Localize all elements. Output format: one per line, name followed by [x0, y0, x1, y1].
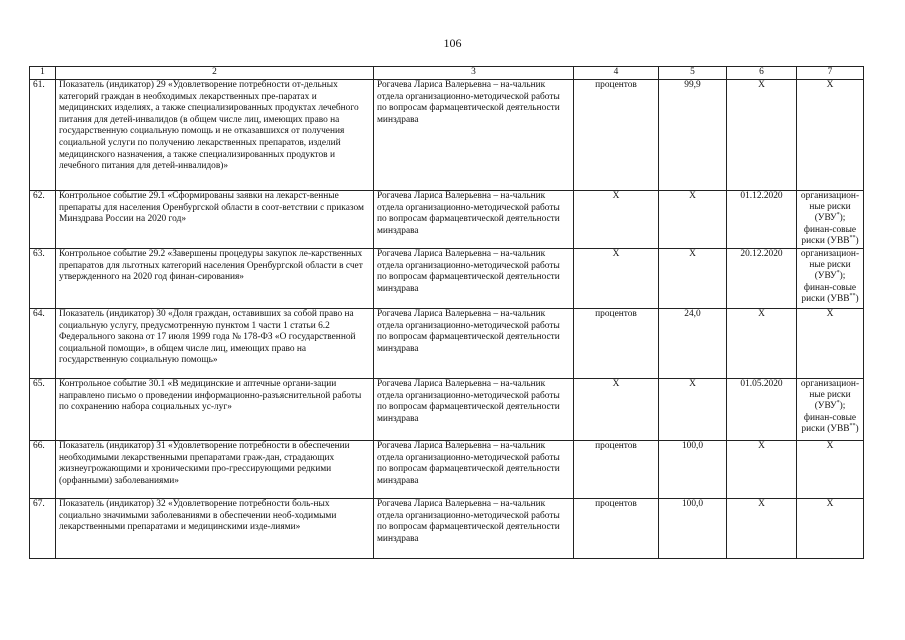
- responsible-person: Рогачева Лариса Валерьевна – на-чальник отдела организационно-методической работы по вопросам фармацевтической деятельности минздрава: [374, 499, 574, 559]
- column-header: 5: [659, 67, 727, 80]
- column-header: 2: [56, 67, 374, 80]
- target-value: 24,0: [659, 309, 727, 379]
- indicator-name: Контрольное событие 29.2 «Завершены процедуры закупок ле-карственных препаратов для льготных категорий населения Оренбургской области в счет утвержденного на 2020 год финан-сирования»: [56, 249, 374, 309]
- column-header: 3: [374, 67, 574, 80]
- risk-text: ): [855, 235, 859, 246]
- table-row: [30, 309, 864, 379]
- unit-of-measure: процентов: [574, 80, 659, 191]
- row-number: 62.: [30, 191, 56, 249]
- indicator-name: Показатель (индикатор) 31 «Удовлетворение потребности в обеспечении необходимыми лекарственными препаратами граж-дан, страдающих жизнеугрожающими и хроническими про-грессирующими редкими (орфанными) заболеваниями»: [56, 441, 374, 499]
- risk-cell: [797, 80, 864, 191]
- risk-text: организацион-ные риски (УВУ: [800, 249, 860, 282]
- risk-text: организацион-ные риски (УВУ: [800, 379, 860, 412]
- risk-cell: [797, 441, 864, 499]
- risk-cell: [797, 309, 864, 379]
- header-row: [30, 67, 864, 80]
- responsible-person: Рогачева Лариса Валерьевна – на-чальник отдела организационно-методической работы по вопросам фармацевтической деятельности минздрава: [374, 309, 574, 379]
- risk-text: ): [855, 423, 859, 434]
- row-number: 66.: [30, 441, 56, 499]
- deadline-date: 20.12.2020: [727, 249, 797, 309]
- responsible-person: Рогачева Лариса Валерьевна – на-чальник отдела организационно-методической работы по вопросам фармацевтической деятельности минздрава: [374, 191, 574, 249]
- risk-text: X: [826, 499, 834, 509]
- risk-text: X: [826, 80, 834, 90]
- deadline-date: X: [727, 499, 797, 559]
- risk-text: ); финан-совые риски (УВВ: [801, 401, 857, 434]
- risk-text: X: [826, 309, 834, 319]
- target-value: X: [659, 191, 727, 249]
- unit-of-measure: процентов: [574, 441, 659, 499]
- indicator-name: Показатель (индикатор) 29 «Удовлетворение потребности от-дельных категорий граждан в необходимых лекарственных пре-паратах и медицинских изделиях, а также специализированных продуктах лечебного питания для детей-инвалидов (в общем числе лиц, имеющих право на государственную социальную помощь и не отказавшихся от получения социальной услуги по получению лекарственных препаратов, изделий медицинского назначения, а также специализированных продуктов и лечебного питания для детей-инвалидов)»: [56, 80, 374, 191]
- target-value: X: [659, 379, 727, 441]
- deadline-date: X: [727, 80, 797, 191]
- unit-of-measure: X: [574, 191, 659, 249]
- risk-text: ): [855, 293, 859, 304]
- indicator-name: Показатель (индикатор) 30 «Доля граждан, оставивших за собой право на социальную услугу, предусмотренную пунктом 1 части 1 статьи 6.2 Федерального закона от 17 июля 1999 года № 178-ФЗ «О государственной социальной помощи», в общем числе лиц, имеющих право на государственную социальную помощь»: [56, 309, 374, 379]
- table-row: [30, 499, 864, 559]
- deadline-date: X: [727, 441, 797, 499]
- target-value: X: [659, 249, 727, 309]
- risk-footnote-mark: *: [836, 270, 840, 277]
- table-row: [30, 249, 864, 309]
- unit-of-measure: процентов: [574, 499, 659, 559]
- risk-text: ); финан-совые риски (УВВ: [801, 271, 857, 304]
- risk-text: организацион-ные риски (УВУ: [800, 191, 860, 224]
- unit-of-measure: процентов: [574, 309, 659, 379]
- risk-cell: [797, 249, 864, 309]
- risk-footnote-mark: **: [849, 292, 856, 299]
- risk-footnote-mark: **: [849, 422, 856, 429]
- indicator-name: Показатель (индикатор) 32 «Удовлетворение потребности боль-ных социально значимыми заболеваниями в обеспечении необ-ходимыми лекарственными препаратами и медицинскими изде-лиями»: [56, 499, 374, 559]
- table-row: [30, 191, 864, 249]
- indicator-name: Контрольное событие 30.1 «В медицинские и аптечные органи-зации направлено письмо о проведении информационно-разъяснительной работы по сохранению набора социальных ус-луг»: [56, 379, 374, 441]
- row-number: 63.: [30, 249, 56, 309]
- deadline-date: X: [727, 309, 797, 379]
- risk-text: ); финан-совые риски (УВВ: [801, 213, 857, 246]
- column-header: 7: [797, 67, 864, 80]
- target-value: 100,0: [659, 499, 727, 559]
- indicator-name: Контрольное событие 29.1 «Сформированы заявки на лекарст-венные препараты для населения Оренбургской области в соот-ветствии с приказом Минздрава России на 2020 год»: [56, 191, 374, 249]
- row-number: 61.: [30, 80, 56, 191]
- risk-footnote-mark: **: [849, 234, 856, 241]
- risk-cell: [797, 499, 864, 559]
- risk-text: X: [826, 441, 834, 451]
- table-row: [30, 379, 864, 441]
- risk-footnote-mark: *: [836, 400, 840, 407]
- unit-of-measure: X: [574, 249, 659, 309]
- risk-cell: [797, 191, 864, 249]
- responsible-person: Рогачева Лариса Валерьевна – на-чальник отдела организационно-методической работы по вопросам фармацевтической деятельности минздрава: [374, 80, 574, 191]
- unit-of-measure: X: [574, 379, 659, 441]
- column-header: 4: [574, 67, 659, 80]
- target-value: 99,9: [659, 80, 727, 191]
- table-row: [30, 441, 864, 499]
- deadline-date: 01.12.2020: [727, 191, 797, 249]
- program-table: [29, 66, 864, 559]
- responsible-person: Рогачева Лариса Валерьевна – на-чальник отдела организационно-методической работы по вопросам фармацевтической деятельности минздрава: [374, 249, 574, 309]
- page-number: 106: [443, 36, 462, 50]
- row-number: 65.: [30, 379, 56, 441]
- responsible-person: Рогачева Лариса Валерьевна – на-чальник отдела организационно-методической работы по вопросам фармацевтической деятельности минздрава: [374, 379, 574, 441]
- deadline-date: 01.05.2020: [727, 379, 797, 441]
- row-number: 64.: [30, 309, 56, 379]
- column-header: 1: [30, 67, 56, 80]
- target-value: 100,0: [659, 441, 727, 499]
- risk-cell: [797, 379, 864, 441]
- responsible-person: Рогачева Лариса Валерьевна – на-чальник отдела организационно-методической работы по вопросам фармацевтической деятельности минздрава: [374, 441, 574, 499]
- risk-footnote-mark: *: [836, 212, 840, 219]
- column-header: 6: [727, 67, 797, 80]
- table-row: [30, 80, 864, 191]
- row-number: 67.: [30, 499, 56, 559]
